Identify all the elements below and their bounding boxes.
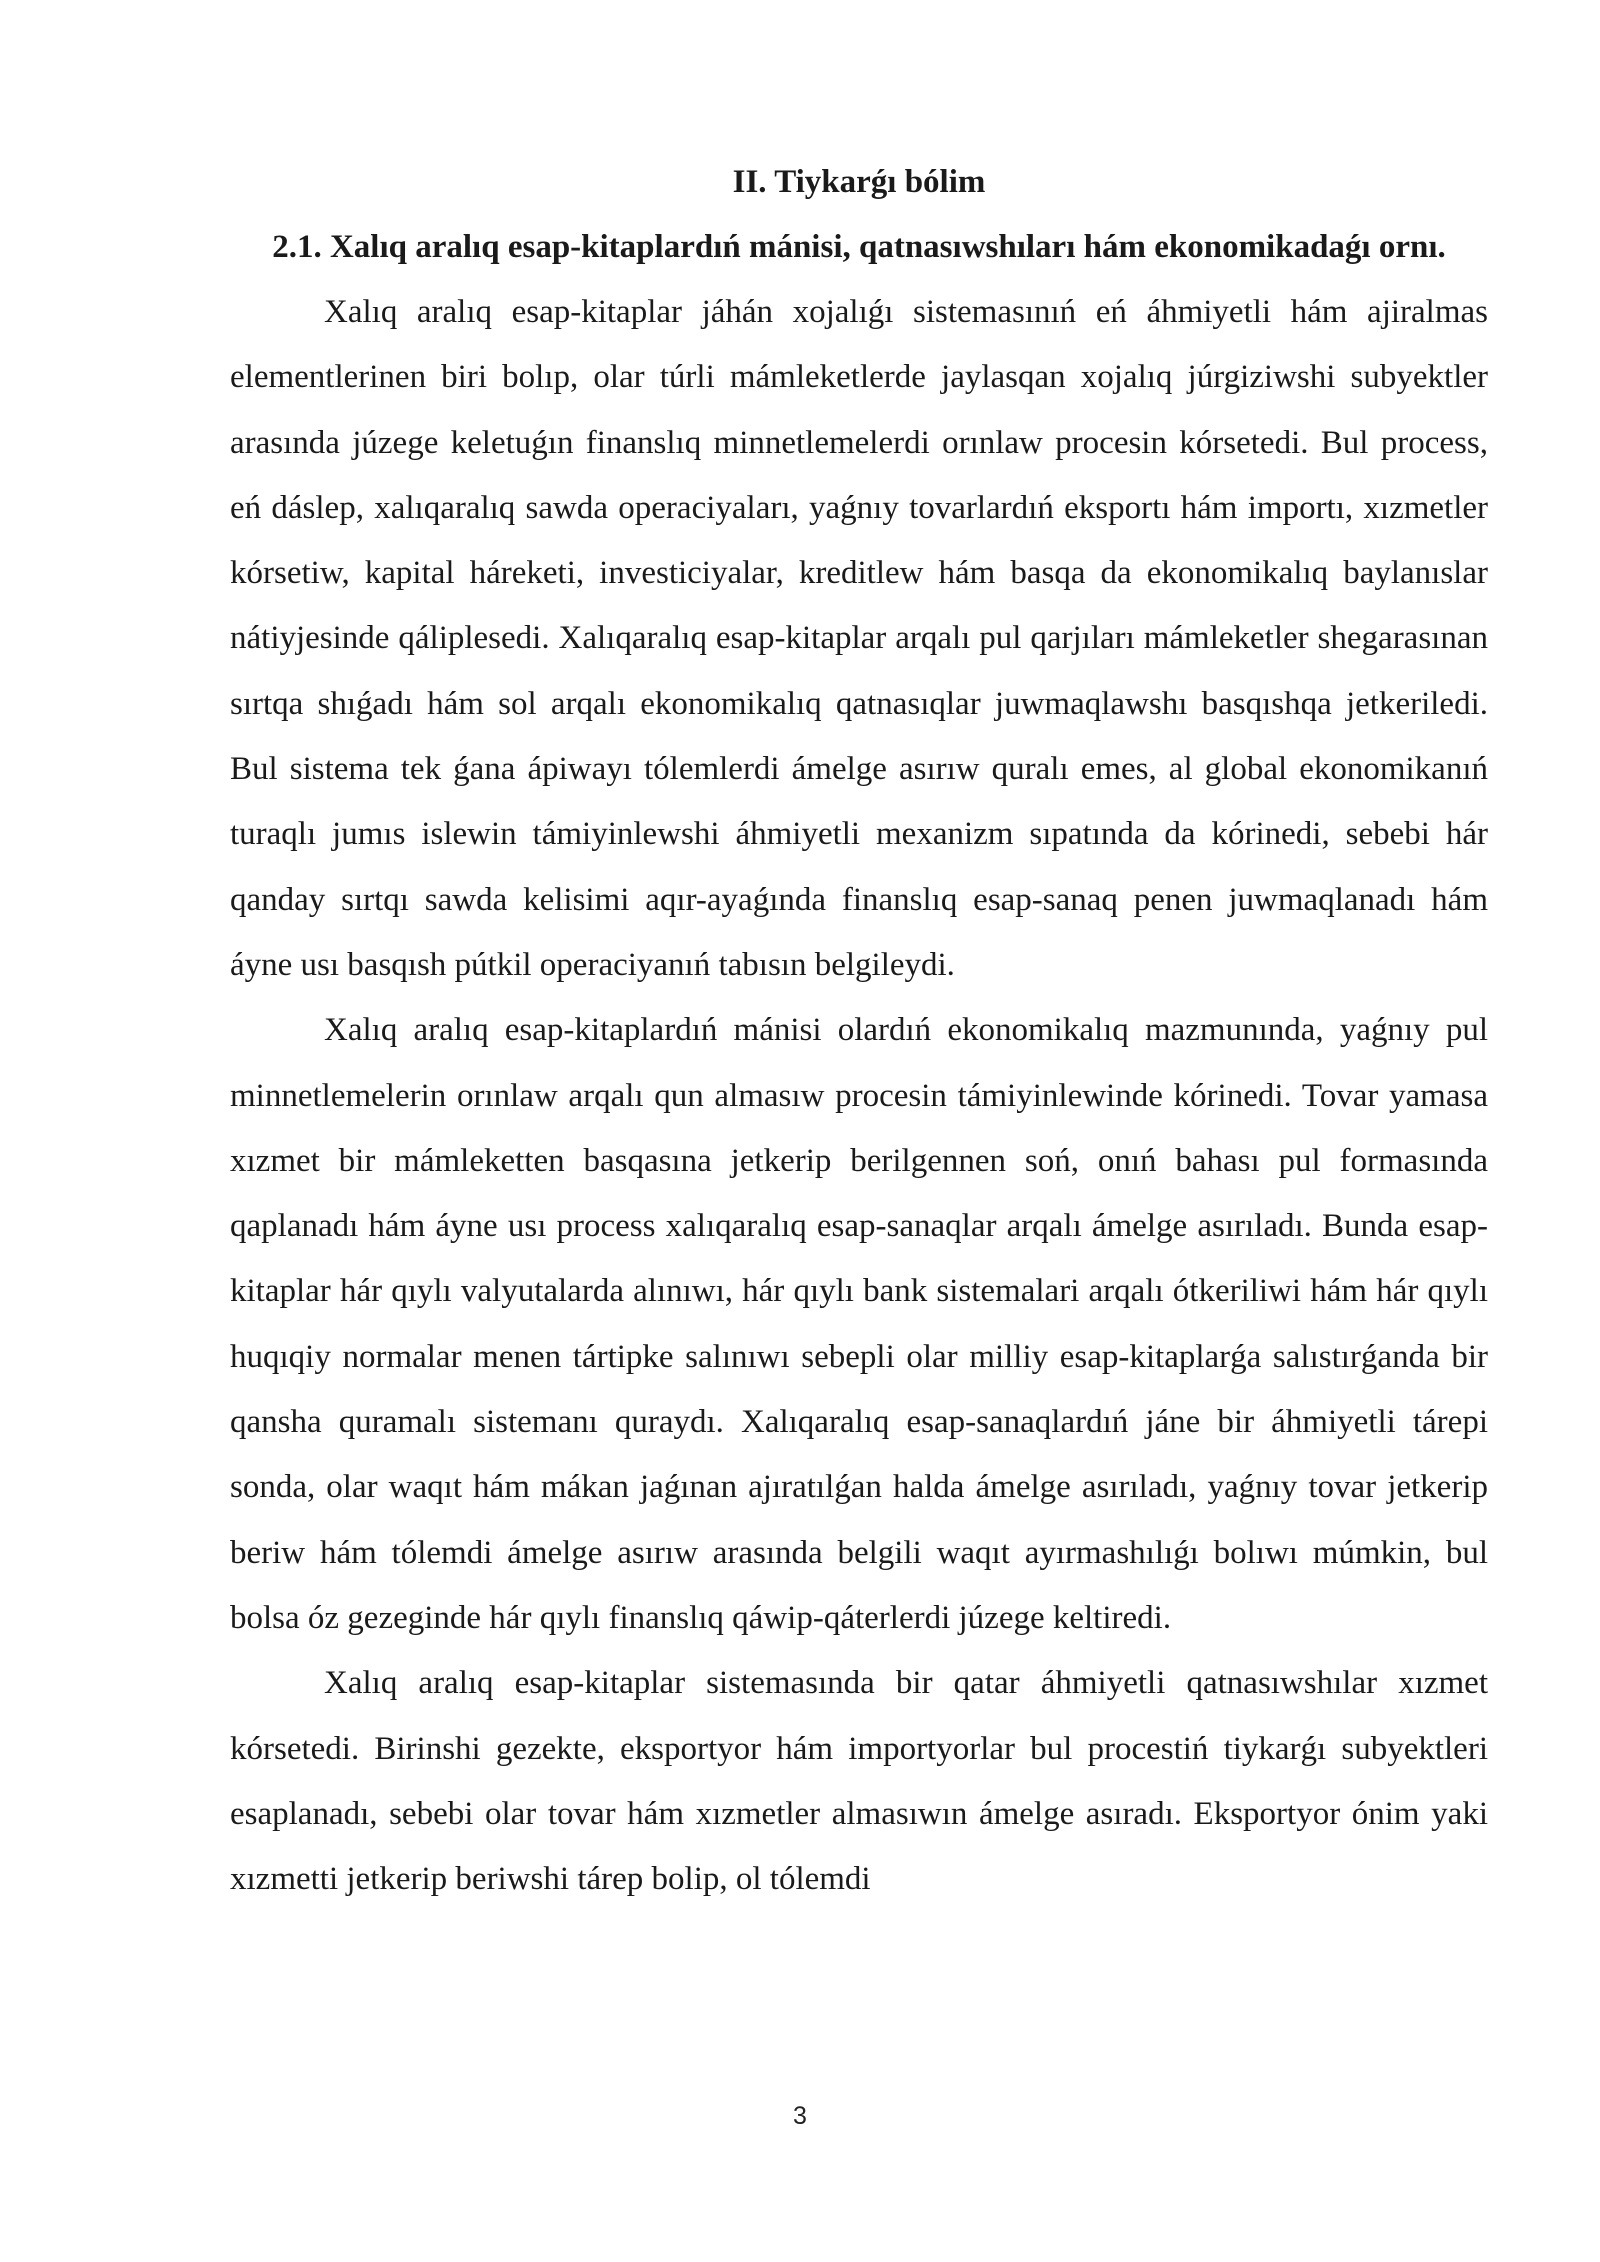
body-paragraph-1: Xalıq aralıq esap-kitaplar jáhán xojalıǵı sistemasınıń eń áhmiyetli hám ajiralmas elementlerinen biri bolıp, olar túrli mámleketlerde jaylasqan xojalıq júrgiziwshi subyektler arasında júzege keletuǵın finanslıq minnetlemelerdi orınlaw procesin kórsetedi. Bul process, eń dáslep, xalıqaralıq sawda operaciyaları, yaǵnıy tovarlardıń eksportı hám importı, xızmetler kórsetiw, kapital háreketi, investiciyalar, kreditlew hám basqa da ekonomikalıq baylanıslar nátiyjesinde qáliplesedi. Xalıqaralıq esap-kitaplar arqalı pul qarjıları mámleketler shegarasınan sırtqa shıǵadı hám sol arqalı ekonomikalıq qatnasıqlar juwmaqlawshı basqıshqa jetkeriledi. Bul sistema tek ǵana ápiwayı tólemlerdi ámelge asırıw quralı emes, al global ekonomikanıń turaqlı jumıs islewin támiyinlewshi áhmiyetli mexanizm sıpatında da kórinedi, sebebi hár qanday sırtqı sawda kelisimi aqır-ayaǵında finanslıq esap-sanaq penen juwmaqlanadı hám áyne usı basqısh pútkil operaciyanıń tabısın belgileydi. — [230, 294, 1488, 983]
body-paragraph-2: Xalıq aralıq esap-kitaplardıń mánisi olardıń ekonomikalıq mazmunında, yaǵnıy pul minnetlemelerin orınlaw arqalı qun almasıw procesin támiyinlewinde kórinedi. Tovar yamasa xızmet bir mámleketten basqasına jetkerip berilgennen soń, onıń bahası pul formasında qaplanadı hám áyne usı process xalıqaralıq esap-sanaqlar arqalı ámelge asırıladı. Bunda esap-kitaplar hár qıylı valyutalarda alınıwı, hár qıylı bank sistemalari arqalı ótkeriliwi hám hár qıylı huqıqiy normalar menen tártipke salınıwı sebepli olar milliy esap-kitaplarǵa salıstırǵanda bir qansha quramalı sistemanı quraydı. Xalıqaralıq esap-sanaqlardıń jáne bir áhmiyetli tárepi sonda, olar waqıt hám mákan jaǵınan ajıratılǵan halda ámelge asırıladı, yaǵnıy tovar jetkerip beriw hám tólemdi ámelge asırıw arasında belgili waqıt ayırmashılıǵı bolıwı múmkin, bul bolsa óz gezeginde hár qıylı finanslıq qáwip-qáterlerdi júzege keltiredi. — [230, 1012, 1488, 1636]
page-number: 3 — [793, 2102, 807, 2130]
document-page — [230, 150, 1488, 1912]
section-title: 2.1. Xalıq aralıq esap-kitaplardıń mánisi, qatnasıwshıları hám ekonomikadaǵı ornı. — [272, 229, 1446, 265]
chapter-heading: II. Tiykarǵı bólim — [732, 164, 986, 200]
body-paragraph-3: Xalıq aralıq esap-kitaplar sistemasında bir qatar áhmiyetli qatnasıwshılar xızmet kórsetedi. Birinshi gezekte, eksportyor hám importyorlar bul procestiń tiykarǵı subyektleri esaplanadı, sebebi olar tovar hám xızmetler almasıwın ámelge asıradı. Eksportyor ónim yaki xızmetti jetkerip beriwshi tárep bolip, ol tólemdi — [230, 1665, 1488, 1898]
